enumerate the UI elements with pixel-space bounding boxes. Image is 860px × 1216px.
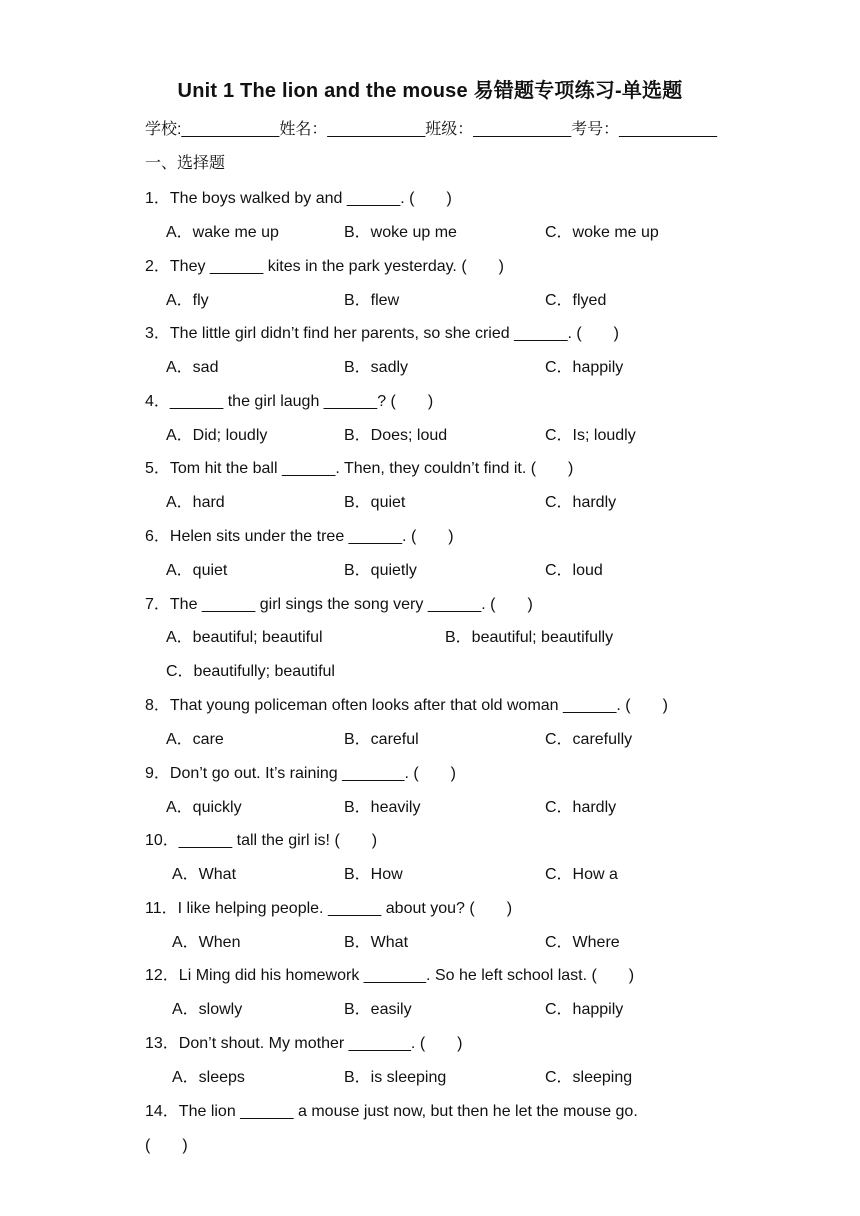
q7-option-a[interactable]: A．beautiful; beautiful [166,629,323,646]
q12-option-b[interactable]: B．easily [344,1001,412,1018]
page-title: Unit 1 The lion and the mouse 易错题专项练习-单选题 [177,80,683,102]
question-14-answer-bracket: ( ) [145,1137,188,1154]
q1-option-c[interactable]: C．woke me up [545,224,659,241]
q8-option-c[interactable]: C．carefully [545,731,633,748]
question-6: 6．Helen sits under the tree ______. ( ) [145,528,454,545]
question-9: 9．Don’t go out. It’s raining _______. ( ) [145,765,456,782]
q4-option-b[interactable]: B．Does; loud [344,427,448,444]
q9-option-a[interactable]: A．quickly [166,799,242,816]
q6-option-c[interactable]: C．loud [545,562,603,579]
question-3: 3．The little girl didn’t find her parents, so she cried ______. ( ) [145,325,620,342]
question-14: 14．The lion ______ a mouse just now, but then he let the mouse go. [145,1103,638,1120]
q6-option-b[interactable]: B．quietly [344,562,417,579]
q10-option-c[interactable]: C．How a [545,866,618,883]
q3-option-b[interactable]: B．sadly [344,359,409,376]
q2-option-a[interactable]: A．fly [166,292,209,309]
q13-option-c[interactable]: C．sleeping [545,1069,633,1086]
q7-option-c[interactable]: C．beautifully; beautiful [166,663,335,680]
question-10: 10．______ tall the girl is! ( ) [145,832,378,849]
section-heading: 一、选择题 [145,155,226,172]
q3-option-a[interactable]: A．sad [166,359,219,376]
q11-option-b[interactable]: B．What [344,934,409,951]
q1-option-a[interactable]: A．wake me up [166,224,279,241]
q5-option-a[interactable]: A．hard [166,494,225,511]
q12-option-a[interactable]: A．slowly [172,1001,243,1018]
q10-option-a[interactable]: A．What [172,866,237,883]
question-7: 7．The ______ girl sings the song very ______. ( ) [145,596,533,613]
q13-option-a[interactable]: A．sleeps [172,1069,245,1086]
q9-option-b[interactable]: B．heavily [344,799,421,816]
q12-option-c[interactable]: C．happily [545,1001,624,1018]
question-5: 5．Tom hit the ball ______. Then, they couldn’t find it. ( ) [145,460,574,477]
q8-option-a[interactable]: A．care [166,731,224,748]
q5-option-b[interactable]: B．quiet [344,494,406,511]
q7-option-b[interactable]: B．beautiful; beautifully [445,629,614,646]
q3-option-c[interactable]: C．happily [545,359,624,376]
question-12: 12．Li Ming did his homework _______. So he left school last. ( ) [145,967,635,984]
question-13: 13．Don’t shout. My mother _______. ( ) [145,1035,463,1052]
q5-option-c[interactable]: C．hardly [545,494,617,511]
q4-option-c[interactable]: C．Is; loudly [545,427,636,444]
q13-option-b[interactable]: B．is sleeping [344,1069,447,1086]
q4-option-a[interactable]: A．Did; loudly [166,427,268,444]
q10-option-b[interactable]: B．How [344,866,403,883]
question-11: 11．I like helping people. ______ about you? ( ) [145,900,513,917]
q2-option-c[interactable]: C．flyed [545,292,607,309]
q8-option-b[interactable]: B．careful [344,731,419,748]
q2-option-b[interactable]: B．flew [344,292,400,309]
q6-option-a[interactable]: A．quiet [166,562,228,579]
q1-option-b[interactable]: B．woke up me [344,224,457,241]
question-1: 1．The boys walked by and ______. ( ) [145,190,452,207]
q11-option-a[interactable]: A．When [172,934,241,951]
question-8: 8．That young policeman often looks after that old woman ______. ( ) [145,697,668,714]
q11-option-c[interactable]: C．Where [545,934,620,951]
question-2: 2．They ______ kites in the park yesterday. ( ) [145,258,504,275]
question-4: 4．______ the girl laugh ______? ( ) [145,393,434,410]
student-info-line: 学校:___________姓名：___________班级：___________考号：___________ [145,121,717,138]
q9-option-c[interactable]: C．hardly [545,799,617,816]
